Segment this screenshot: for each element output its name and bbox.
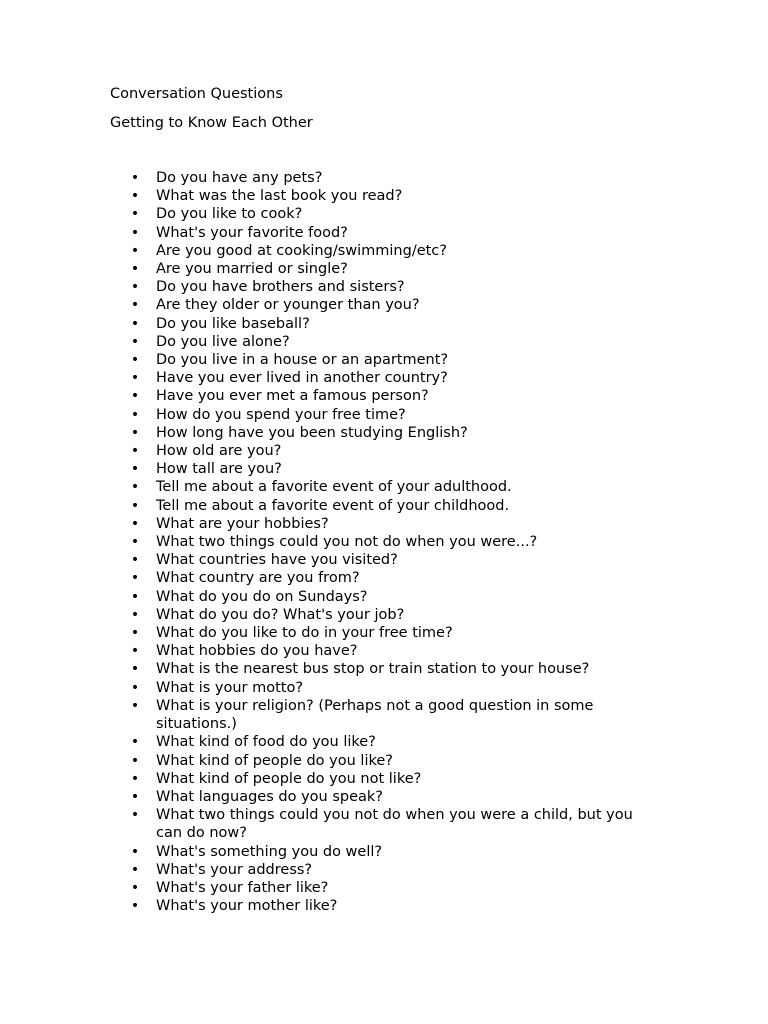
bullet-icon: • (130, 643, 140, 660)
list-item (0, 788, 646, 806)
list-item (0, 660, 646, 678)
bullet-icon: • (130, 861, 140, 878)
list-item (0, 606, 646, 624)
bullet-icon: • (130, 170, 140, 186)
bullet-icon: • (130, 679, 140, 696)
bullet-icon: • (130, 843, 140, 860)
bullet-icon: • (130, 788, 140, 805)
list-item (0, 770, 646, 788)
question-text: What is the nearest bus stop or train station to your house? (156, 661, 590, 678)
bullet-icon: • (130, 570, 140, 587)
question-text: What's your favorite food? (156, 224, 348, 241)
question-text: What's your father like? (156, 879, 329, 896)
question-text: What's something you do well? (156, 843, 383, 860)
list-item (0, 515, 646, 533)
list-item (0, 296, 646, 314)
bullet-icon: • (130, 206, 140, 223)
list-item (0, 406, 646, 424)
question-text: What do you like to do in your free time? (156, 625, 453, 642)
question-text: Are they older or younger than you? (156, 297, 420, 314)
question-text: What is your religion? (Perhaps not a good question in some situations.) (156, 697, 594, 733)
list-item (0, 478, 646, 496)
list-item (0, 843, 646, 861)
bullet-icon: • (130, 807, 140, 824)
question-text: How tall are you? (156, 461, 282, 478)
list-item (0, 624, 646, 642)
question-text: What countries have you visited? (156, 552, 398, 569)
document-title: Conversation Questions (110, 86, 283, 102)
list-item (0, 897, 646, 915)
bullet-icon: • (130, 515, 140, 532)
bullet-icon: • (130, 625, 140, 642)
list-item (0, 551, 646, 569)
bullet-icon: • (130, 461, 140, 478)
question-text: Tell me about a favorite event of your childhood. (156, 497, 510, 514)
question-text: How old are you? (156, 443, 282, 460)
list-item (0, 315, 646, 333)
bullet-icon: • (130, 315, 140, 332)
list-item (0, 460, 646, 478)
list-item (0, 588, 646, 606)
list-item (0, 169, 646, 187)
bullet-icon: • (130, 406, 140, 423)
question-text: Are you married or single? (156, 261, 348, 278)
list-item (0, 278, 646, 296)
bullet-icon: • (130, 242, 140, 259)
bullet-icon: • (130, 606, 140, 623)
bullet-icon: • (130, 770, 140, 787)
question-text: Do you like to cook? (156, 206, 303, 223)
list-item (0, 369, 646, 387)
list-item (0, 224, 646, 242)
question-text: Do you like baseball? (156, 315, 310, 332)
list-item (0, 442, 646, 460)
question-text: What kind of food do you like? (156, 734, 376, 751)
question-text: What kind of people do you not like? (156, 770, 422, 787)
list-item (0, 752, 646, 770)
list-item (0, 697, 646, 733)
list-item (0, 187, 646, 205)
bullet-icon: • (130, 661, 140, 678)
question-text: What two things could you not do when you were...? (156, 534, 538, 551)
list-item (0, 861, 646, 879)
question-text: What's your address? (156, 861, 313, 878)
bullet-icon: • (130, 697, 140, 714)
question-text: What do you do? What's your job? (156, 606, 405, 623)
bullet-icon: • (130, 752, 140, 769)
question-text: How do you spend your free time? (156, 406, 406, 423)
list-item (0, 497, 646, 515)
document-subtitle: Getting to Know Each Other (110, 115, 313, 131)
question-text: What two things could you not do when you were a child, but you can do now? (156, 807, 633, 842)
bullet-icon: • (130, 879, 140, 896)
bullet-icon: • (130, 261, 140, 278)
bullet-icon: • (130, 443, 140, 460)
bullet-icon: • (130, 734, 140, 751)
question-text: Do you live in a house or an apartment? (156, 352, 449, 369)
bullet-icon: • (130, 552, 140, 569)
list-item (0, 242, 646, 260)
bullet-icon: • (130, 388, 140, 405)
bullet-icon: • (130, 534, 140, 551)
question-text: What kind of people do you like? (156, 752, 393, 769)
bullet-icon: • (130, 352, 140, 369)
question-text: What country are you from? (156, 570, 360, 587)
question-text: Do you have any pets? (156, 170, 323, 186)
question-text: Do you live alone? (156, 333, 290, 350)
question-list (0, 169, 768, 915)
question-text: What was the last book you read? (156, 188, 403, 205)
question-text: What languages do you speak? (156, 788, 383, 805)
bullet-icon: • (130, 370, 140, 387)
question-text: What hobbies do you have? (156, 643, 358, 660)
list-item (0, 879, 646, 897)
question-text: Are you good at cooking/swimming/etc? (156, 242, 447, 259)
list-item (0, 387, 646, 405)
question-text: Tell me about a favorite event of your adulthood. (156, 479, 512, 496)
list-item (0, 806, 646, 842)
question-text: What are your hobbies? (156, 515, 329, 532)
question-text: Have you ever met a famous person? (156, 388, 429, 405)
list-item (0, 733, 646, 751)
bullet-icon: • (130, 479, 140, 496)
list-item (0, 424, 646, 442)
bullet-icon: • (130, 297, 140, 314)
bullet-icon: • (130, 588, 140, 605)
question-text: Have you ever lived in another country? (156, 370, 448, 387)
list-item (0, 569, 646, 587)
bullet-icon: • (130, 279, 140, 296)
list-item (0, 333, 646, 351)
question-text: What's your mother like? (156, 898, 338, 915)
list-item (0, 351, 646, 369)
bullet-icon: • (130, 188, 140, 205)
list-item (0, 642, 646, 660)
bullet-icon: • (130, 424, 140, 441)
bullet-icon: • (130, 333, 140, 350)
question-text: What is your motto? (156, 679, 304, 696)
bullet-icon: • (130, 224, 140, 241)
bullet-icon: • (130, 898, 140, 915)
list-item (0, 205, 646, 223)
list-item (0, 679, 646, 697)
question-text: Do you have brothers and sisters? (156, 279, 405, 296)
question-text: What do you do on Sundays? (156, 588, 368, 605)
question-text: How long have you been studying English? (156, 424, 468, 441)
list-item (0, 260, 646, 278)
list-item (0, 533, 646, 551)
bullet-icon: • (130, 497, 140, 514)
